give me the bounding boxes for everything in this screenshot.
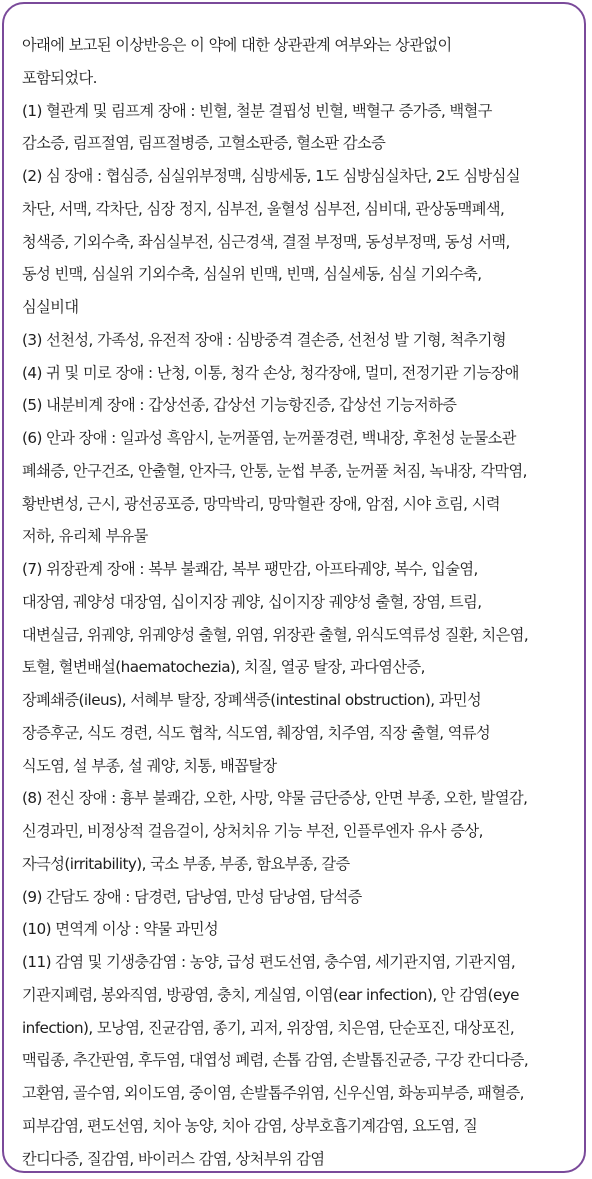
text-line: (1) 혈관계 및 림프계 장애 : 빈혈, 철분 결핍성 빈혈, 백혈구 증가증, 백혈구 [22, 101, 492, 120]
text-line: 포함되었다. [22, 68, 97, 87]
text-line: 심실비대 [22, 298, 79, 316]
text-line: (3) 선천성, 가족성, 유전적 장애 : 심방중격 결손증, 선천성 발 기형, 척추기형 [22, 330, 506, 349]
text-line: (6) 안과 장애 : 일과성 흑암시, 눈꺼풀염, 눈꺼풀경련, 백내장, 후천성 눈물소관 [22, 429, 516, 447]
text-line: 황반변성, 근시, 광선공포증, 망막박리, 망막혈관 장애, 암점, 시야 흐림, 시력 [22, 494, 500, 513]
text-line: (2) 심 장애 : 협심증, 심실위부정맥, 심방세동, 1도 심방심실차단, 2도 심방심실 [22, 167, 520, 185]
text-line: (7) 위장관계 장애 : 복부 불쾌감, 복부 팽만감, 아프타궤양, 복수, 입술염, [22, 560, 478, 578]
text-line: 장증후군, 식도 경련, 식도 협착, 식도염, 췌장염, 치주염, 직장 출혈, 역류성 [22, 723, 491, 742]
text-line: 기관지폐렴, 봉와직염, 방광염, 충치, 게실염, 이염(ear infection), 안 감염(eye [22, 985, 519, 1004]
text-line: 감소증, 림프절염, 림프절병증, 고혈소판증, 혈소판 감소증 [22, 134, 386, 153]
text-line: (10) 면역계 이상 : 약물 과민성 [22, 920, 219, 939]
text-line: 대변실금, 위궤양, 위궤양성 출혈, 위염, 위장관 출혈, 위식도역류성 질환, 치은염, [22, 625, 529, 644]
text-line: 동성 빈맥, 심실위 기외수축, 심실위 빈맥, 빈맥, 심실세동, 심실 기외수축, [22, 265, 482, 284]
content-box [2, 2, 586, 1173]
text-line: (11) 감염 및 기생충감염 : 농양, 급성 편도선염, 충수염, 세기관지염, 기관지염, [22, 953, 516, 971]
text-line: 장폐쇄증(ileus), 서혜부 탈장, 장폐색증(intestinal obstruction), 과민성 [22, 691, 482, 709]
text-line: 청색증, 기외수축, 좌심실부전, 심근경색, 결절 부정맥, 동성부정맥, 동성 서맥, [22, 232, 510, 251]
text-line: 맥립종, 추간판염, 후두염, 대엽성 폐렴, 손톱 감염, 손발톱진균증, 구강 칸디다증, [22, 1051, 529, 1070]
text-line: 아래에 보고된 이상반응은 이 약에 대한 상관관계 여부와는 상관없이 [22, 36, 452, 54]
text-line: (9) 간담도 장애 : 담경련, 담낭염, 만성 담낭염, 담석증 [22, 887, 362, 906]
text-line: (4) 귀 및 미로 장애 : 난청, 이통, 청각 손상, 청각장애, 멀미, 전정기관 기능장애 [22, 363, 519, 382]
text-line: 신경과민, 비정상적 걸음걸이, 상처치유 기능 부전, 인플루엔자 유사 증상, [22, 822, 483, 840]
text-line: (8) 전신 장애 : 흉부 불쾌감, 오한, 사망, 약물 금단증상, 안면 부종, 오한, 발열감, [22, 789, 528, 808]
text-line: 고환염, 골수염, 외이도염, 중이염, 손발톱주위염, 신우신염, 화농피부증, 패혈증, [22, 1084, 524, 1102]
text-line: 저하, 유리체 부유물 [22, 527, 148, 546]
text-line: 자극성(irritability), 국소 부종, 부종, 함요부종, 갈증 [22, 854, 350, 873]
adverse-reactions-text [22, 29, 578, 1175]
text-line: 피부감염, 편도선염, 치아 농양, 치아 감염, 상부호흡기계감염, 요도염, 질 [22, 1116, 478, 1135]
text-line: 식도염, 설 부종, 설 궤양, 치통, 배꼽탈장 [22, 756, 277, 775]
text-line: 대장염, 궤양성 대장염, 십이지장 궤양, 십이지장 궤양성 출혈, 장염, 트림, [22, 592, 482, 611]
text-line: (5) 내분비계 장애 : 갑상선종, 갑상선 기능항진증, 갑상선 기능저하증 [22, 396, 457, 415]
text-line: 토혈, 혈변배설(haematochezia), 치질, 열공 탈장, 과다염산증, [22, 658, 425, 677]
text-line: 폐쇄증, 안구건조, 안출혈, 안자극, 안통, 눈썹 부종, 눈꺼풀 처짐, 녹내장, 각막염, [22, 461, 527, 480]
text-line: 칸디다증, 질감염, 바이러스 감염, 상처부위 감염 [22, 1149, 325, 1168]
text-line: infection), 모낭염, 진균감염, 종기, 괴저, 위장염, 치은염, 단순포진, 대상포진, [22, 1018, 515, 1037]
text-line: 차단, 서맥, 각차단, 심장 정지, 심부전, 울혈성 심부전, 심비대, 관상동맥폐색, [22, 199, 505, 218]
